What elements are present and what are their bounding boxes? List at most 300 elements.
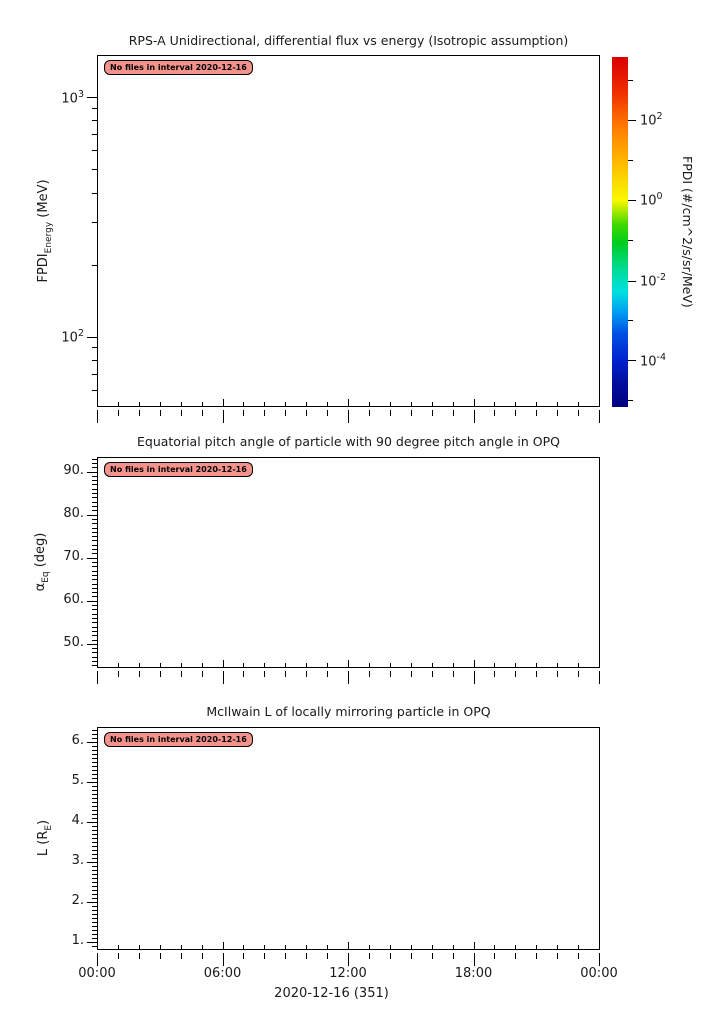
y-minor-tick <box>92 484 97 485</box>
colorbar-minor-tick <box>628 240 633 241</box>
x-outer-tick <box>474 953 475 966</box>
y-major-tick <box>87 942 97 943</box>
x-outer-tick <box>181 671 182 677</box>
y-minor-tick <box>92 510 97 511</box>
x-outer-tick <box>390 953 391 959</box>
x-inner-tick <box>494 945 495 949</box>
x-inner-tick <box>348 660 349 667</box>
y-minor-tick <box>92 802 97 803</box>
x-inner-tick <box>97 942 98 949</box>
x-outer-tick <box>327 671 328 677</box>
y-minor-tick <box>92 754 97 755</box>
x-inner-tick <box>348 399 349 406</box>
x-outer-tick <box>369 671 370 677</box>
y-minor-tick <box>92 150 97 151</box>
x-inner-tick <box>327 663 328 667</box>
x-outer-tick <box>327 953 328 959</box>
panel3-plot-area <box>97 727 600 950</box>
y-minor-tick <box>92 390 97 391</box>
x-outer-tick <box>306 410 307 416</box>
y-minor-tick <box>92 528 97 529</box>
y-minor-tick <box>92 579 97 580</box>
x-outer-tick <box>306 671 307 677</box>
no-files-badge: No files in interval 2020-12-16 <box>104 732 253 747</box>
y-minor-tick <box>92 778 97 779</box>
x-inner-tick <box>411 663 412 667</box>
y-tick-label: 70. <box>63 549 84 565</box>
x-inner-tick <box>327 945 328 949</box>
y-minor-tick <box>92 549 97 550</box>
x-inner-tick <box>118 945 119 949</box>
x-inner-tick <box>515 663 516 667</box>
colorbar-major-tick <box>628 200 636 201</box>
x-inner-tick <box>118 402 119 406</box>
y-minor-tick <box>92 536 97 537</box>
y-minor-tick <box>92 627 97 628</box>
x-inner-tick <box>223 660 224 667</box>
x-inner-tick <box>494 402 495 406</box>
y-minor-tick <box>92 652 97 653</box>
x-inner-tick <box>202 663 203 667</box>
x-inner-tick <box>453 945 454 949</box>
y-minor-tick <box>92 906 97 907</box>
y-minor-tick <box>92 609 97 610</box>
y-minor-tick <box>92 519 97 520</box>
x-outer-tick <box>557 671 558 677</box>
x-outer-tick <box>536 671 537 677</box>
y-minor-tick <box>92 571 97 572</box>
x-inner-tick <box>411 402 412 406</box>
x-inner-tick <box>369 402 370 406</box>
x-inner-tick <box>160 945 161 949</box>
y-minor-tick <box>92 734 97 735</box>
x-outer-tick <box>306 953 307 959</box>
x-inner-tick <box>453 663 454 667</box>
y-minor-tick <box>92 374 97 375</box>
y-minor-tick <box>92 108 97 109</box>
y-minor-tick <box>92 846 97 847</box>
y-minor-tick <box>92 842 97 843</box>
y-minor-tick <box>92 854 97 855</box>
y-tick-label: 4. <box>71 813 84 829</box>
x-outer-tick <box>432 671 433 677</box>
y-minor-tick <box>92 265 97 266</box>
x-outer-tick <box>369 953 370 959</box>
y-major-tick <box>87 822 97 823</box>
y-minor-tick <box>92 592 97 593</box>
y-major-tick <box>87 515 97 516</box>
y-minor-tick <box>92 786 97 787</box>
x-outer-tick <box>432 410 433 416</box>
x-outer-tick <box>348 953 349 966</box>
x-inner-tick <box>474 660 475 667</box>
y-minor-tick <box>92 834 97 835</box>
x-inner-tick <box>474 942 475 949</box>
colorbar-label: FPDI (#/cm^2/s/sr/MeV) <box>680 156 695 308</box>
x-outer-tick <box>599 671 600 684</box>
x-inner-tick <box>264 663 265 667</box>
x-inner-tick <box>243 663 244 667</box>
x-outer-tick <box>118 410 119 416</box>
y-minor-tick <box>92 169 97 170</box>
x-inner-tick <box>306 402 307 406</box>
y-minor-tick <box>92 605 97 606</box>
x-inner-tick <box>432 945 433 949</box>
x-outer-tick <box>160 671 161 677</box>
y-tick-label: 50. <box>63 635 84 651</box>
colorbar-minor-tick <box>628 320 633 321</box>
x-outer-tick <box>432 953 433 959</box>
x-outer-tick <box>118 953 119 959</box>
x-inner-tick <box>474 399 475 406</box>
x-outer-tick <box>139 953 140 959</box>
x-outer-tick <box>181 410 182 416</box>
y-minor-tick <box>92 910 97 911</box>
x-inner-tick <box>223 942 224 949</box>
y-minor-tick <box>92 489 97 490</box>
x-inner-tick <box>243 402 244 406</box>
x-inner-tick <box>139 402 140 406</box>
x-outer-tick <box>494 953 495 959</box>
x-inner-tick <box>432 402 433 406</box>
y-minor-tick <box>92 750 97 751</box>
y-major-tick <box>87 782 97 783</box>
panel1-title: RPS-A Unidirectional, differential flux vs energy (Isotropic assumption) <box>128 33 569 48</box>
y-tick-label: 60. <box>63 592 84 608</box>
x-tick-label: 06:00 <box>203 966 242 981</box>
x-outer-tick <box>139 410 140 416</box>
x-inner-tick <box>118 663 119 667</box>
y-major-tick <box>87 472 97 473</box>
x-inner-tick <box>243 945 244 949</box>
x-outer-tick <box>264 410 265 416</box>
y-major-tick <box>87 902 97 903</box>
x-outer-tick <box>202 953 203 959</box>
y-minor-tick <box>92 738 97 739</box>
panel2-title: Equatorial pitch angle of particle with 90 degree pitch angle in OPQ <box>136 434 561 449</box>
y-minor-tick <box>92 790 97 791</box>
x-outer-tick <box>264 953 265 959</box>
x-inner-tick <box>202 402 203 406</box>
x-outer-tick <box>369 410 370 416</box>
y-minor-tick <box>92 631 97 632</box>
x-inner-tick <box>369 945 370 949</box>
colorbar-minor-tick <box>628 80 633 81</box>
y-minor-tick <box>92 766 97 767</box>
x-outer-tick <box>453 671 454 677</box>
panel3-y-axis-label: L $(R_E)$ <box>36 819 54 857</box>
y-minor-tick <box>92 614 97 615</box>
y-minor-tick <box>92 493 97 494</box>
y-tick-label: $10^2$ <box>61 328 84 346</box>
x-outer-tick <box>557 953 558 959</box>
y-tick-label: 5. <box>71 773 84 789</box>
x-outer-tick <box>202 410 203 416</box>
y-major-tick <box>87 337 97 338</box>
x-inner-tick <box>306 945 307 949</box>
y-minor-tick <box>92 810 97 811</box>
x-inner-tick <box>369 663 370 667</box>
y-minor-tick <box>92 730 97 731</box>
y-minor-tick <box>92 894 97 895</box>
colorbar-tick-label: $10^2$ <box>640 111 663 129</box>
x-outer-tick <box>97 671 98 684</box>
y-minor-tick <box>92 618 97 619</box>
x-inner-tick <box>536 945 537 949</box>
y-minor-tick <box>92 886 97 887</box>
x-inner-tick <box>139 945 140 949</box>
y-minor-tick <box>92 523 97 524</box>
x-outer-tick <box>285 953 286 959</box>
y-minor-tick <box>92 575 97 576</box>
y-minor-tick <box>92 770 97 771</box>
x-outer-tick <box>411 671 412 677</box>
y-major-tick <box>87 742 97 743</box>
y-minor-tick <box>92 798 97 799</box>
x-inner-tick <box>557 663 558 667</box>
x-outer-tick <box>474 410 475 423</box>
y-tick-label: 1. <box>71 933 84 948</box>
x-outer-tick <box>494 671 495 677</box>
x-inner-tick <box>515 402 516 406</box>
x-inner-tick <box>97 399 98 406</box>
y-minor-tick <box>92 866 97 867</box>
y-minor-tick <box>92 898 97 899</box>
y-minor-tick <box>92 497 97 498</box>
no-files-badge: No files in interval 2020-12-16 <box>104 60 253 75</box>
y-minor-tick <box>92 193 97 194</box>
x-outer-tick <box>453 953 454 959</box>
x-inner-tick <box>160 402 161 406</box>
x-inner-tick <box>578 945 579 949</box>
colorbar-minor-tick <box>628 160 633 161</box>
y-minor-tick <box>92 657 97 658</box>
colorbar-minor-tick <box>628 400 633 401</box>
x-inner-tick <box>536 402 537 406</box>
x-inner-tick <box>264 945 265 949</box>
x-outer-tick <box>578 671 579 677</box>
y-tick-label: 2. <box>71 893 84 909</box>
x-outer-tick <box>578 953 579 959</box>
y-tick-label: 3. <box>71 853 84 869</box>
y-minor-tick <box>92 930 97 931</box>
y-minor-tick <box>92 934 97 935</box>
colorbar-tick-label: $10^{-2}$ <box>640 272 667 290</box>
x-outer-tick <box>223 953 224 966</box>
x-inner-tick <box>160 663 161 667</box>
x-outer-tick <box>599 410 600 423</box>
x-inner-tick <box>536 663 537 667</box>
x-outer-tick <box>474 671 475 684</box>
x-outer-tick <box>515 953 516 959</box>
x-outer-tick <box>243 671 244 677</box>
y-minor-tick <box>92 938 97 939</box>
y-minor-tick <box>92 830 97 831</box>
y-minor-tick <box>92 774 97 775</box>
x-inner-tick <box>285 945 286 949</box>
y-minor-tick <box>92 566 97 567</box>
y-minor-tick <box>92 134 97 135</box>
x-inner-tick <box>139 663 140 667</box>
x-inner-tick <box>181 945 182 949</box>
y-tick-label: 6. <box>71 733 84 749</box>
x-outer-tick <box>285 410 286 416</box>
x-inner-tick <box>578 663 579 667</box>
x-outer-tick <box>536 953 537 959</box>
x-outer-tick <box>243 410 244 416</box>
x-inner-tick <box>97 660 98 667</box>
y-minor-tick <box>92 360 97 361</box>
panel2-y-axis-label: $\alpha_{Eq}$ (deg) <box>33 532 51 592</box>
x-outer-tick <box>327 410 328 416</box>
x-inner-tick <box>432 663 433 667</box>
x-outer-tick <box>223 671 224 684</box>
y-minor-tick <box>92 794 97 795</box>
x-tick-label: 18:00 <box>454 966 493 981</box>
x-outer-tick <box>536 410 537 416</box>
x-outer-tick <box>243 953 244 959</box>
x-tick-label: 00:00 <box>78 966 116 981</box>
x-outer-tick <box>411 953 412 959</box>
y-minor-tick <box>92 459 97 460</box>
x-outer-tick <box>202 671 203 677</box>
x-inner-tick <box>285 402 286 406</box>
y-minor-tick <box>92 640 97 641</box>
x-outer-tick <box>348 671 349 684</box>
y-minor-tick <box>92 553 97 554</box>
x-inner-tick <box>306 663 307 667</box>
x-outer-tick <box>578 410 579 416</box>
y-tick-label: 80. <box>63 506 84 522</box>
y-major-tick <box>87 601 97 602</box>
x-inner-tick <box>390 663 391 667</box>
y-minor-tick <box>92 758 97 759</box>
x-outer-tick <box>453 410 454 416</box>
no-files-badge: No files in interval 2020-12-16 <box>104 462 253 477</box>
x-inner-tick <box>202 945 203 949</box>
x-inner-tick <box>599 942 600 949</box>
y-minor-tick <box>92 914 97 915</box>
y-major-tick <box>87 97 97 98</box>
x-inner-tick <box>411 945 412 949</box>
x-outer-tick <box>160 410 161 416</box>
colorbar-major-tick <box>628 281 636 282</box>
x-outer-tick <box>97 410 98 423</box>
x-inner-tick <box>578 402 579 406</box>
y-minor-tick <box>92 596 97 597</box>
colorbar-tick-label: $10^{-4}$ <box>640 351 667 370</box>
y-minor-tick <box>92 922 97 923</box>
x-inner-tick <box>599 660 600 667</box>
x-inner-tick <box>264 402 265 406</box>
y-minor-tick <box>92 635 97 636</box>
y-major-tick <box>87 558 97 559</box>
y-minor-tick <box>92 480 97 481</box>
x-inner-tick <box>223 399 224 406</box>
x-outer-tick <box>118 671 119 677</box>
x-outer-tick <box>223 410 224 423</box>
x-outer-tick <box>139 671 140 677</box>
y-minor-tick <box>92 874 97 875</box>
y-minor-tick <box>92 467 97 468</box>
y-minor-tick <box>92 532 97 533</box>
colorbar <box>612 57 628 407</box>
x-outer-tick <box>599 953 600 966</box>
y-minor-tick <box>92 762 97 763</box>
y-minor-tick <box>92 562 97 563</box>
y-minor-tick <box>92 890 97 891</box>
y-major-tick <box>87 862 97 863</box>
y-minor-tick <box>92 463 97 464</box>
y-major-tick <box>87 644 97 645</box>
y-minor-tick <box>92 584 97 585</box>
colorbar-major-tick <box>628 360 636 361</box>
x-inner-tick <box>285 663 286 667</box>
y-minor-tick <box>92 814 97 815</box>
x-inner-tick <box>348 942 349 949</box>
x-inner-tick <box>390 945 391 949</box>
y-minor-tick <box>92 502 97 503</box>
x-outer-tick <box>557 410 558 416</box>
x-outer-tick <box>285 671 286 677</box>
x-inner-tick <box>181 663 182 667</box>
y-minor-tick <box>92 506 97 507</box>
y-tick-label: $10^3$ <box>61 88 84 107</box>
x-outer-tick <box>411 410 412 416</box>
y-minor-tick <box>92 622 97 623</box>
x-outer-tick <box>160 953 161 959</box>
x-tick-label: 12:00 <box>329 966 367 981</box>
y-minor-tick <box>92 838 97 839</box>
panel1-y-axis-label: $FPDI_{Energy}$ (MeV) <box>36 179 54 283</box>
x-outer-tick <box>390 410 391 416</box>
panel2-plot-area <box>97 457 600 668</box>
panel1-plot-area <box>97 55 600 407</box>
y-minor-tick <box>92 878 97 879</box>
x-inner-tick <box>557 402 558 406</box>
x-inner-tick <box>515 945 516 949</box>
y-minor-tick <box>92 588 97 589</box>
y-minor-tick <box>92 806 97 807</box>
colorbar-tick-label: $10^0$ <box>640 191 663 209</box>
y-minor-tick <box>92 926 97 927</box>
x-inner-tick <box>181 402 182 406</box>
y-minor-tick <box>92 870 97 871</box>
y-minor-tick <box>92 826 97 827</box>
y-minor-tick <box>92 222 97 223</box>
x-outer-tick <box>515 671 516 677</box>
x-inner-tick <box>557 945 558 949</box>
x-inner-tick <box>327 402 328 406</box>
y-minor-tick <box>92 120 97 121</box>
x-outer-tick <box>264 671 265 677</box>
x-inner-tick <box>390 402 391 406</box>
x-axis-date-label: 2020-12-16 (351) <box>274 986 389 1001</box>
y-minor-tick <box>92 882 97 883</box>
panel3-title: McIlwain L of locally mirroring particle in OPQ <box>206 704 491 719</box>
x-outer-tick <box>181 953 182 959</box>
x-inner-tick <box>453 402 454 406</box>
y-minor-tick <box>92 476 97 477</box>
x-outer-tick <box>348 410 349 423</box>
x-tick-label: 00:00 <box>580 966 618 981</box>
x-outer-tick <box>494 410 495 416</box>
y-minor-tick <box>92 746 97 747</box>
y-minor-tick <box>92 818 97 819</box>
x-inner-tick <box>494 663 495 667</box>
y-minor-tick <box>92 540 97 541</box>
y-minor-tick <box>92 858 97 859</box>
